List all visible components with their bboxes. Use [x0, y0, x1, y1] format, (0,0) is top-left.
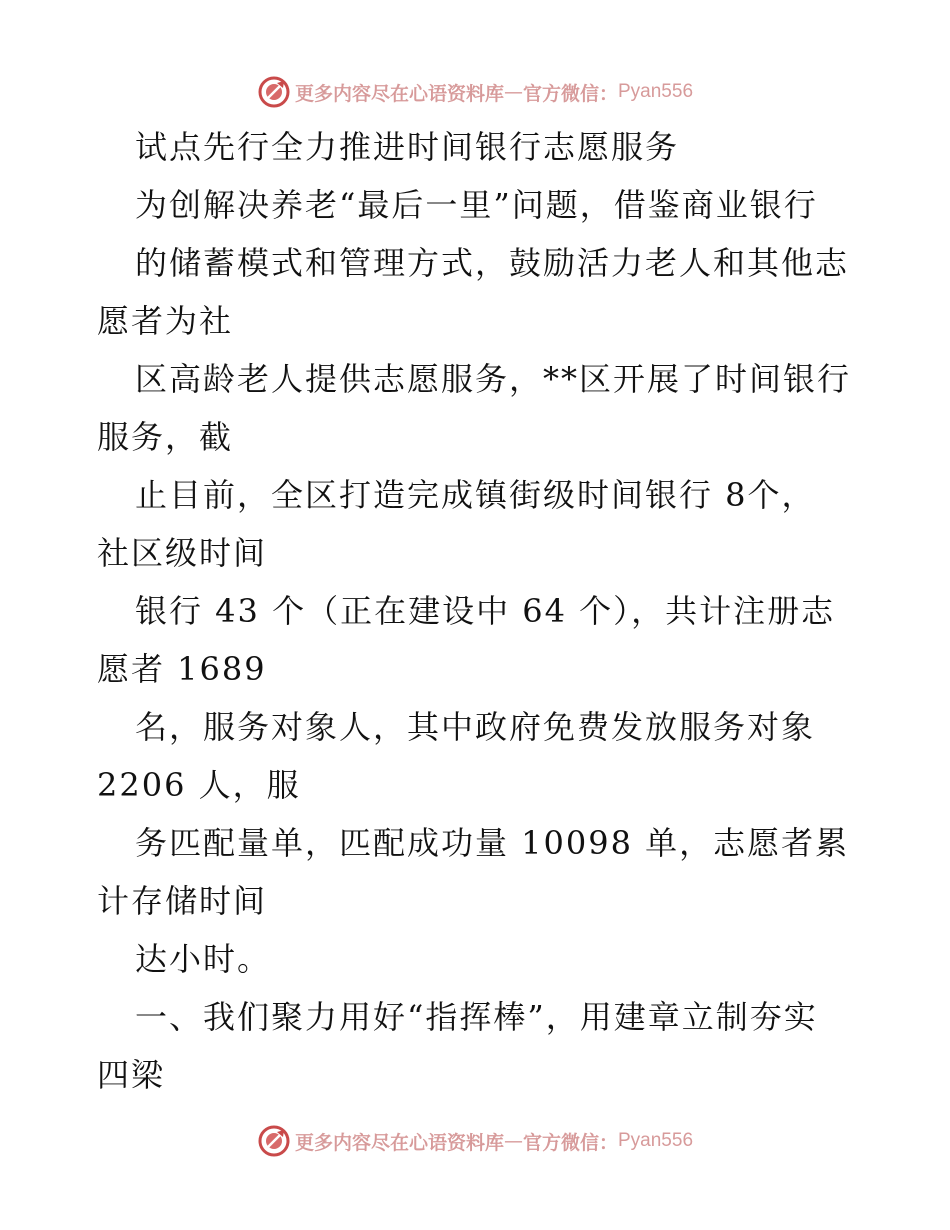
document-line: 计存储时间 — [97, 882, 268, 920]
document-line: 试点先行全力推进时间银行志愿服务 — [135, 128, 680, 166]
watermark-text: 更多内容尽在心语资料库 — [294, 82, 504, 105]
document-line: 2206 人，服 — [97, 766, 301, 804]
watermark-account: Pyan556 — [618, 1130, 694, 1151]
red-circular-logo-icon — [257, 1124, 291, 1158]
watermark-text: 更多内容尽在心语资料库 — [294, 1131, 504, 1154]
watermark-banner-bottom — [0, 1121, 950, 1161]
document-line: 愿者为社 — [97, 302, 234, 340]
watermark-label: 官方微信： — [522, 82, 618, 105]
document-line: 达小时。 — [135, 940, 272, 978]
document-line: 区高龄老人提供志愿服务，**区开展了时间银行 — [135, 360, 852, 398]
watermark-separator: — — [503, 1130, 523, 1152]
document-line: 服务，截 — [97, 418, 234, 456]
document-line: 名，服务对象人，其中政府免费发放服务对象 — [135, 708, 816, 746]
document-line: 四梁 — [97, 1056, 166, 1094]
red-circular-logo-icon — [257, 75, 291, 109]
document-line: 一、我们聚力用好“指挥棒”，用建章立制夯实 — [135, 998, 818, 1036]
watermark-separator: — — [503, 81, 523, 103]
document-line: 愿者 1689 — [97, 650, 267, 688]
document-line: 银行 43 个（正在建设中 64 个），共计注册志 — [135, 592, 836, 630]
document-line: 社区级时间 — [97, 534, 268, 572]
watermark-label: 官方微信： — [522, 1131, 618, 1154]
document-line: 务匹配量单，匹配成功量 10098 单，志愿者累 — [135, 824, 850, 862]
watermark-banner-top — [0, 72, 950, 112]
watermark-account: Pyan556 — [618, 81, 694, 102]
document-line: 为创解决养老“最后一里”问题，借鉴商业银行 — [135, 186, 818, 224]
document-line: 的储蓄模式和管理方式，鼓励活力老人和其他志 — [135, 244, 850, 282]
document-line: 止目前，全区打造完成镇街级时间银行 8个， — [135, 476, 816, 514]
